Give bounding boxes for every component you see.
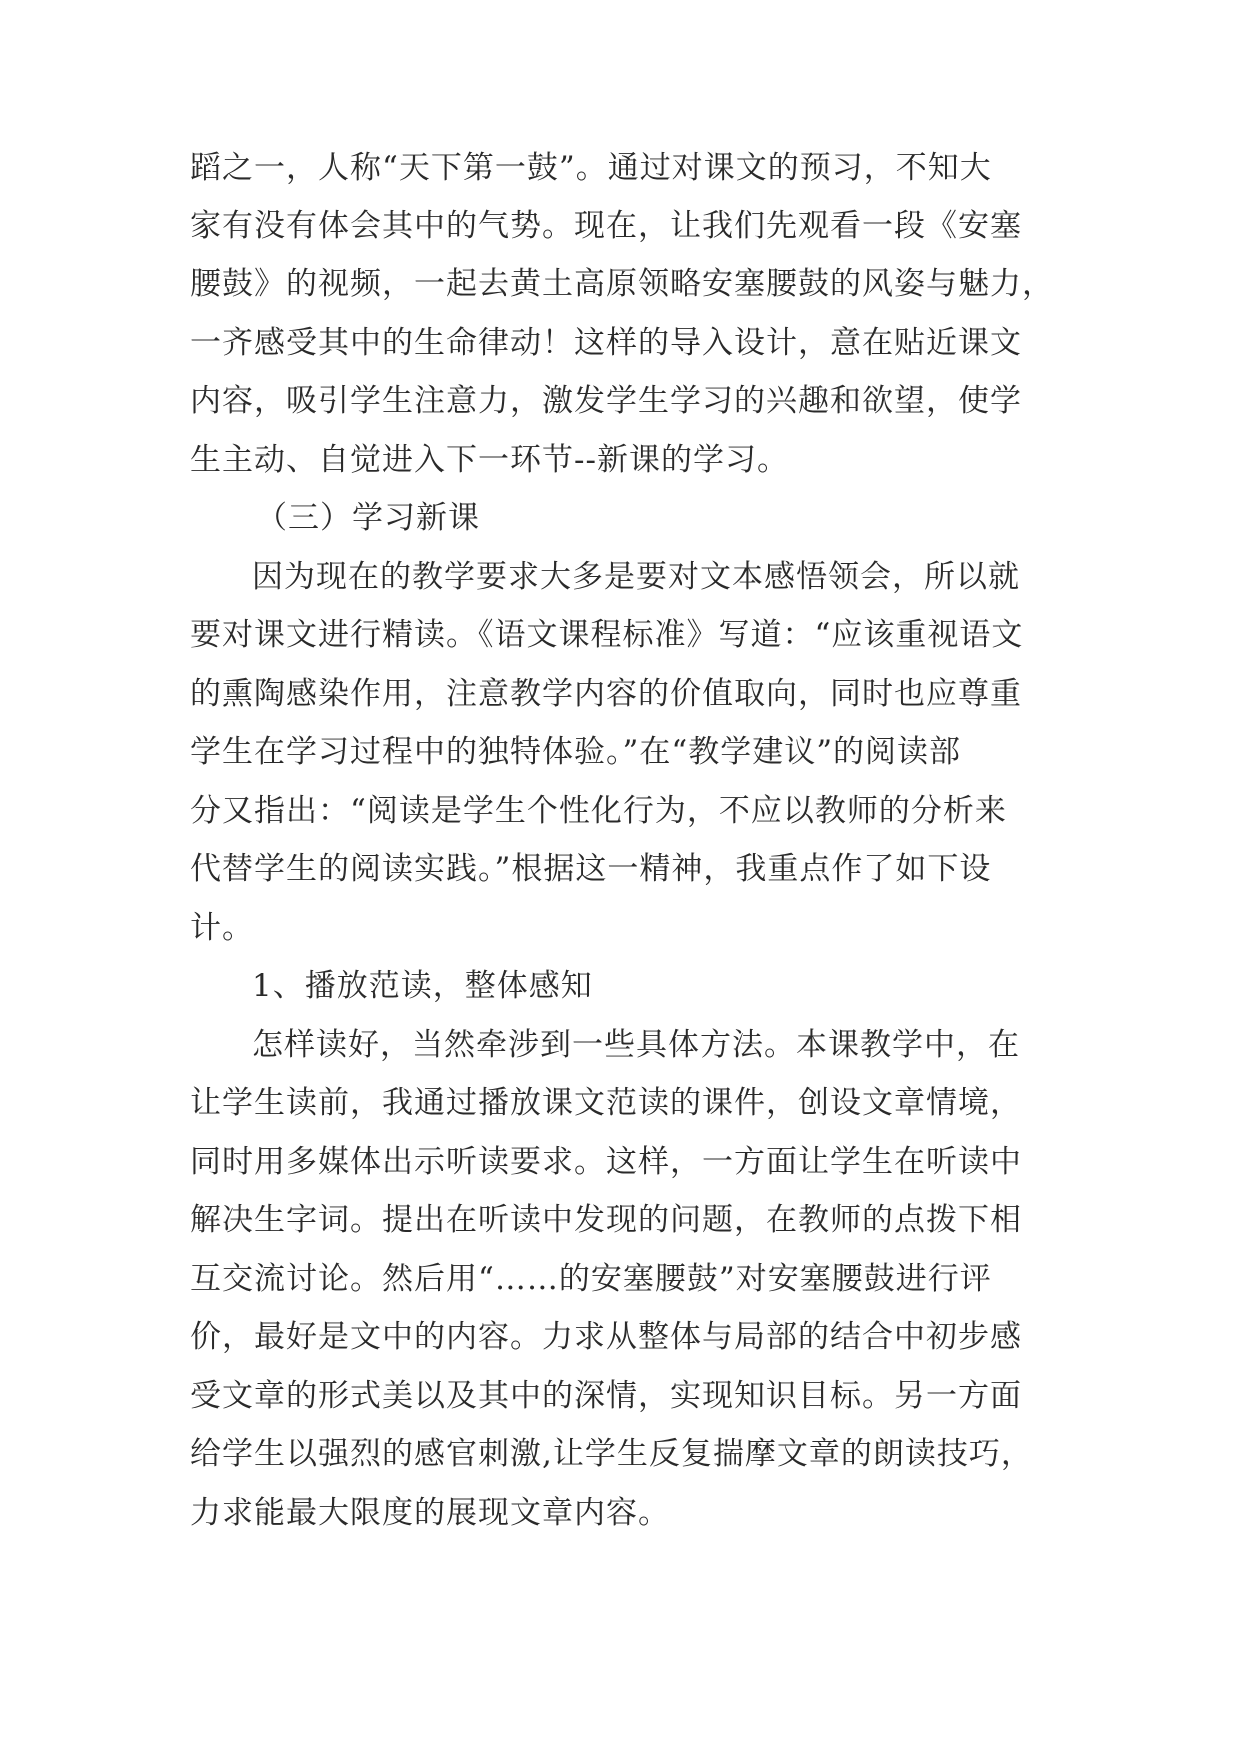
text-line: 互交流讨论。然后用“……的安塞腰鼓”对安塞腰鼓进行评 <box>190 1261 992 1297</box>
text-line: 给学生以强烈的感官刺激,让学生反复揣摩文章的朗读技巧， <box>190 1436 1033 1472</box>
text-line: 解决生字词。提出在听读中发现的问题，在教师的点拨下相 <box>190 1202 1022 1238</box>
text-line: 一齐感受其中的生命律动！这样的导入设计，意在贴近课文 <box>190 325 1022 361</box>
section-heading: （三）学习新课 <box>256 500 480 536</box>
paragraph-first-line: 怎样读好，当然牵涉到一些具体方法。本课教学中，在 <box>252 1027 1020 1063</box>
text-line: 内容，吸引学生注意力，激发学生学习的兴趣和欲望，使学 <box>190 383 1022 419</box>
subsection-heading: 1、播放范读，整体感知 <box>252 968 593 1004</box>
text-line: 生主动、自觉进入下一环节--新课的学习。 <box>190 442 789 478</box>
text-line: 蹈之一，人称“天下第一鼓”。通过对课文的预习，不知大 <box>190 150 992 186</box>
text-line: 价，最好是文中的内容。力求从整体与局部的结合中初步感 <box>190 1319 1022 1355</box>
text-line: 让学生读前，我通过播放课文范读的课件，创设文章情境， <box>190 1085 1022 1121</box>
text-line: 要对课文进行精读。《语文课程标准》写道：“应该重视语文 <box>190 617 1024 653</box>
text-line: 腰鼓》的视频，一起去黄土高原领略安塞腰鼓的风姿与魅力， <box>190 266 1054 302</box>
paragraph-first-line: 因为现在的教学要求大多是要对文本感悟领会，所以就 <box>252 559 1020 595</box>
text-line: 受文章的形式美以及其中的深情，实现知识目标。另一方面 <box>190 1378 1022 1414</box>
text-line: 学生在学习过程中的独特体验。”在“教学建议”的阅读部 <box>190 734 962 770</box>
text-line: 计。 <box>190 910 254 946</box>
text-line: 同时用多媒体出示听读要求。这样，一方面让学生在听读中 <box>190 1144 1022 1180</box>
text-line: 力求能最大限度的展现文章内容。 <box>190 1495 670 1531</box>
text-line: 的熏陶感染作用，注意教学内容的价值取向，同时也应尊重 <box>190 676 1022 712</box>
text-line: 分又指出：“阅读是学生个性化行为，不应以教师的分析来 <box>190 793 1007 829</box>
text-line: 代替学生的阅读实践。”根据这一精神，我重点作了如下设 <box>190 851 992 887</box>
text-line: 家有没有体会其中的气势。现在，让我们先观看一段《安塞 <box>190 208 1022 244</box>
